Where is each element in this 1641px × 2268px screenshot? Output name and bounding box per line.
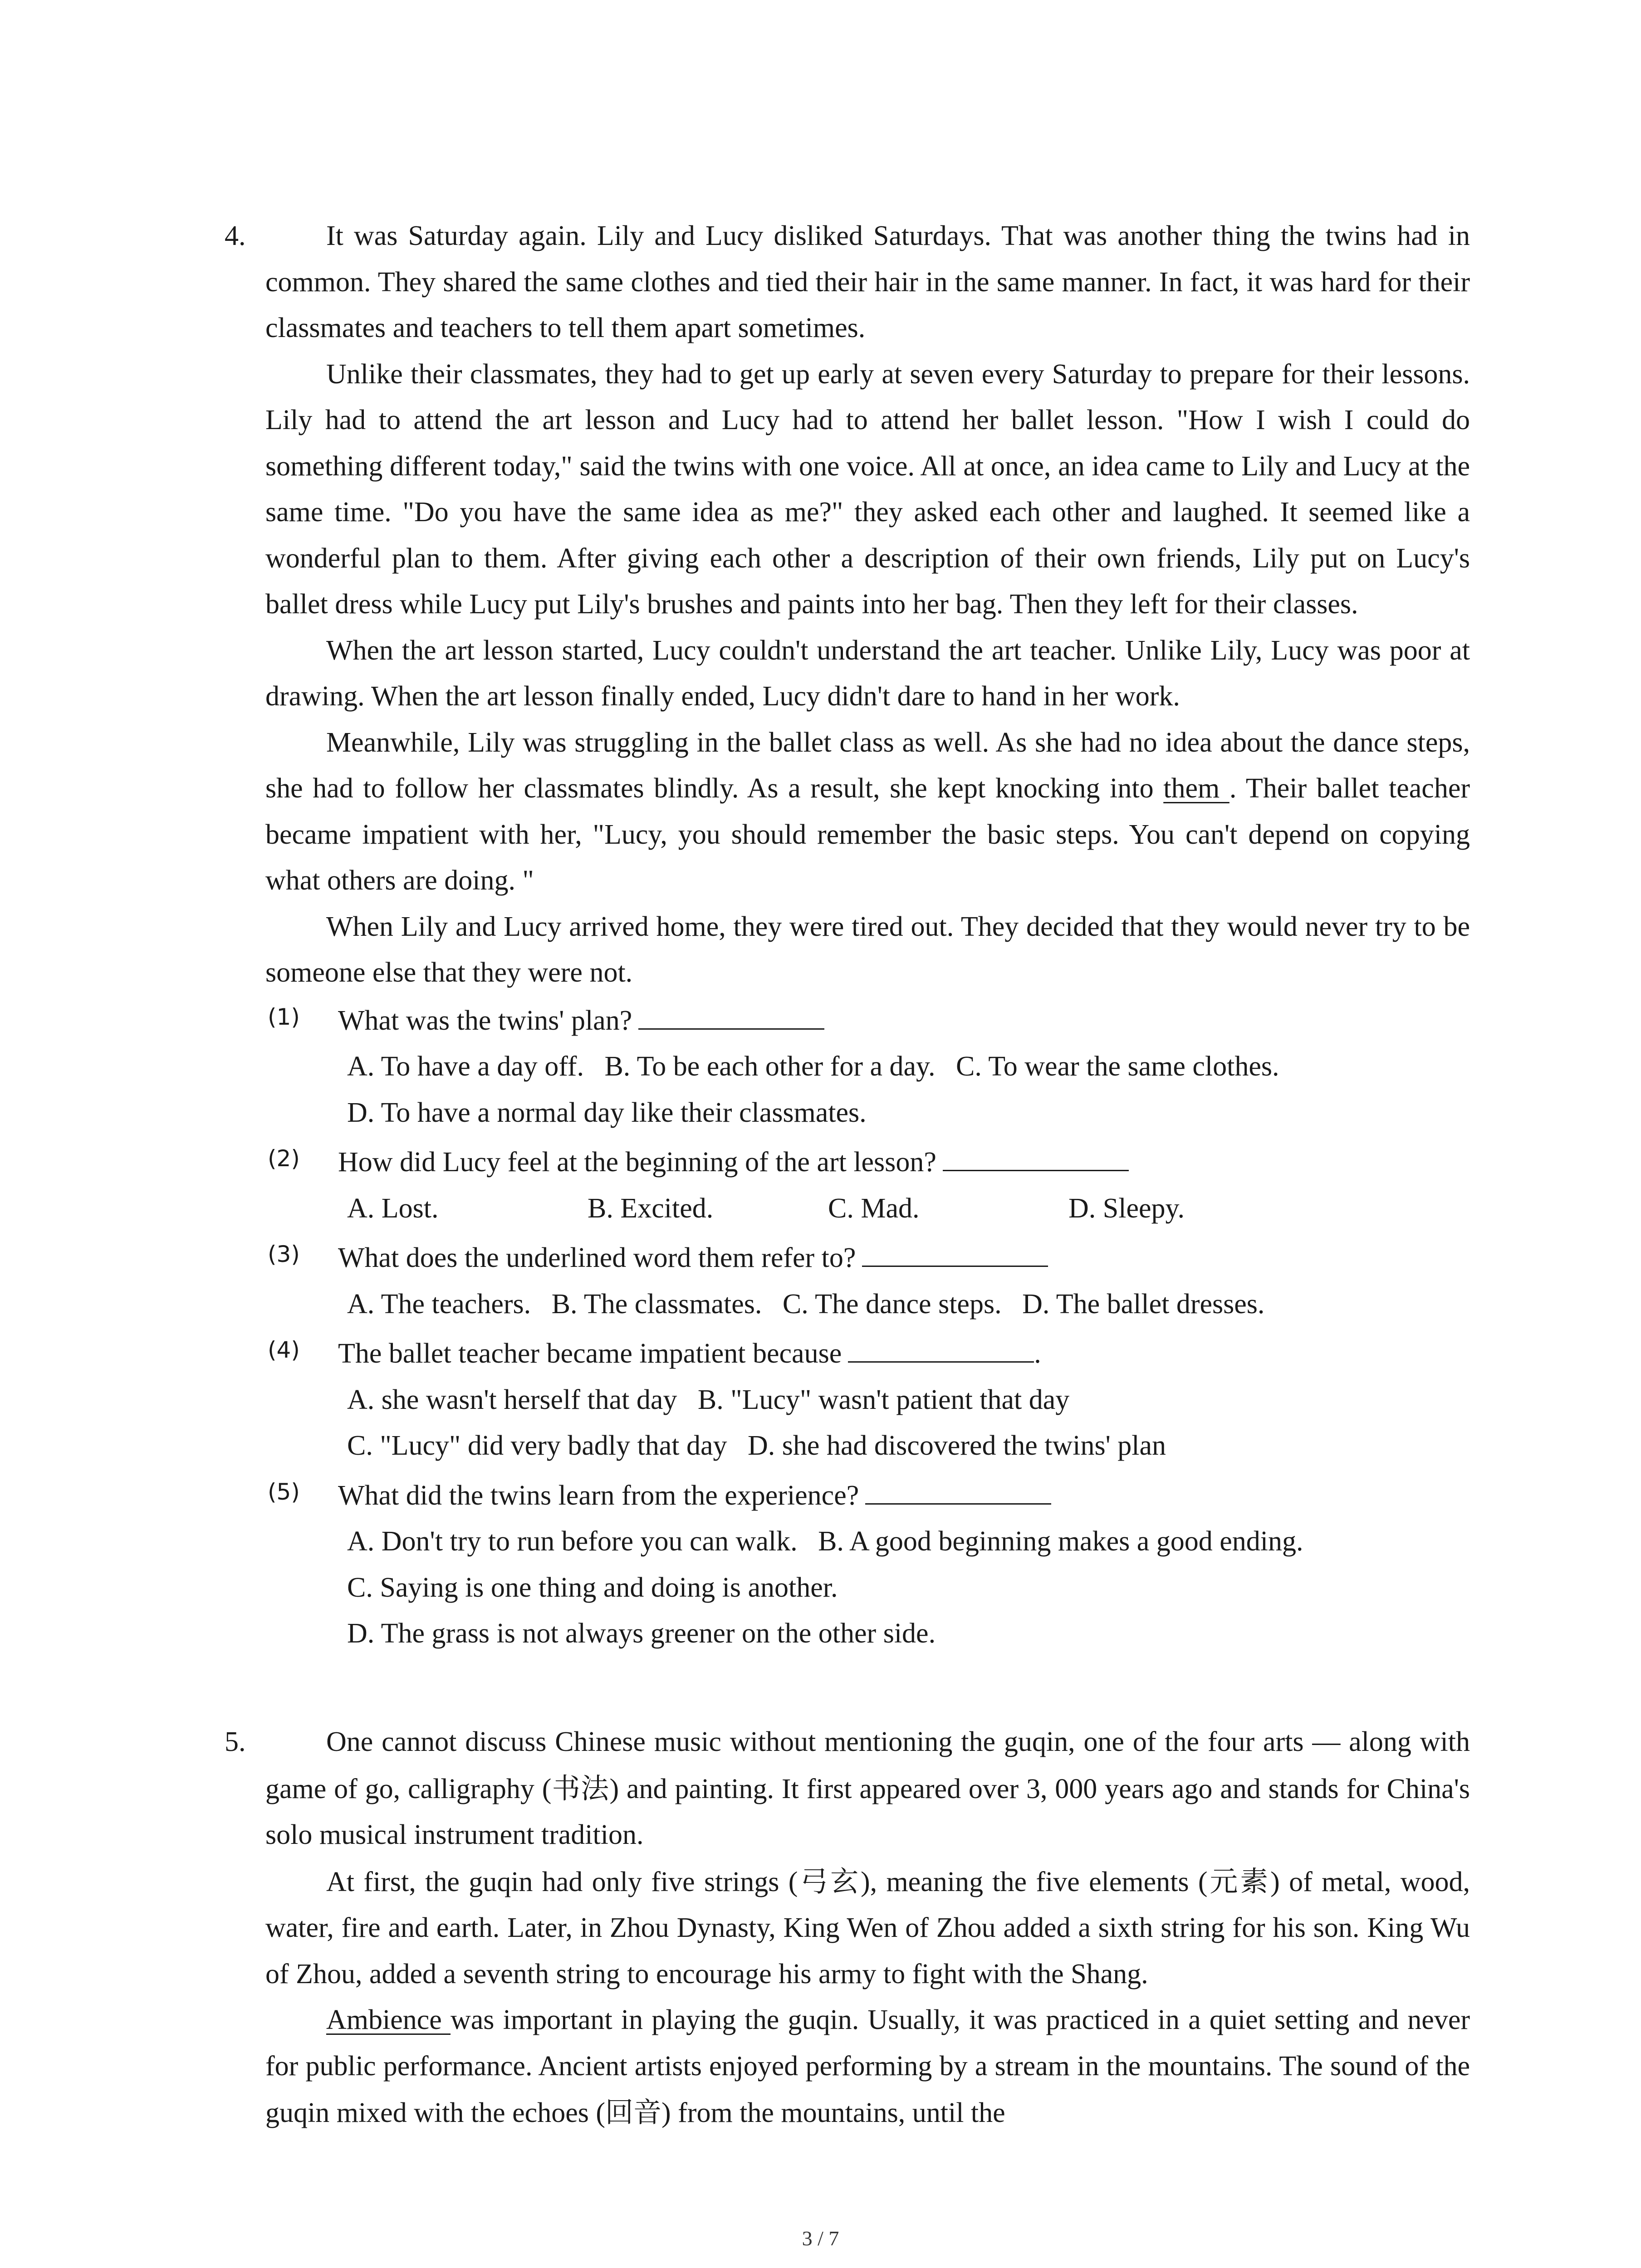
subquestion-2 (265, 1139, 1470, 1186)
passage-paragraph-2: Unlike their classmates, they had to get up early at seven every Saturday to prepare for their lessons. Lily had to attend the art lesson and Lucy had to attend her ballet lesson. "How I wish I could do something different today," said the twins with one voice. All at once, an idea came to Lily and Lucy at the same time. "Do you have the same idea as me?" they asked each other and laughed. It seemed like a wonderful plan to them. After giving each other a description of their own friends, Lily put on Lucy's ballet dress while Lucy put Lily's brushes and paints into her bag. Then they left for their classes. (265, 358, 1470, 620)
subquestion-3 (265, 1235, 1470, 1281)
options-line (265, 1423, 1470, 1469)
option-c[interactable]: C. The dance steps. (782, 1288, 1002, 1320)
subquestion-number: (3) (268, 1241, 300, 1267)
subquestion-period: . (1034, 1338, 1041, 1369)
option-c[interactable]: C. Saying is one thing and doing is another. (347, 1572, 838, 1603)
subquestion-5 (265, 1473, 1470, 1519)
passage-paragraph-1: It was Saturday again. Lily and Lucy disliked Saturdays. That was another thing the twins had in common. They shared the same clothes and tied their hair in the same manner. In fact, it was hard for their classmates and teachers to tell them apart sometimes. (265, 220, 1470, 343)
answer-blank[interactable] (638, 1000, 824, 1030)
option-d[interactable]: D. she had discovered the twins' plan (747, 1430, 1166, 1461)
option-d[interactable]: D. To have a normal day like their classmates. (347, 1097, 867, 1128)
subquestion-text: What did the twins learn from the experience? (338, 1480, 859, 1511)
chinese-gloss: 弓玄 (798, 1864, 861, 1898)
subquestion-4 (265, 1331, 1470, 1377)
answer-blank[interactable] (848, 1333, 1034, 1363)
subquestion-1 (265, 998, 1470, 1044)
option-a[interactable]: A. To have a day off. (347, 1051, 584, 1082)
answer-blank[interactable] (862, 1237, 1048, 1267)
option-b[interactable]: B. Excited. (588, 1193, 714, 1224)
paragraph-text: was important in playing the guqin. Usually, it was practiced in a quiet setting and never for public performance. Ancient artists enjoyed performing by a stream in the mountains. The sound of the guqin mixed with the echoes ( (265, 2004, 1470, 2128)
passage-paragraph-2 (227, 1858, 1470, 1998)
option-d[interactable]: D. Sleepy. (1068, 1193, 1185, 1224)
subquestion-number: (5) (268, 1478, 300, 1505)
underlined-word-them: them (1163, 773, 1230, 804)
option-d[interactable]: D. The grass is not always greener on the other side. (347, 1618, 936, 1649)
chinese-gloss: 书法 (551, 1771, 610, 1805)
passage-paragraph-3: When the art lesson started, Lucy couldn't understand the art teacher. Unlike Lily, Lucy was poor at drawing. When the art lesson finally ended, Lucy didn't dare to hand in her work. (265, 635, 1470, 712)
page-number: 3 / 7 (802, 2227, 839, 2250)
chinese-gloss: 回音 (605, 2096, 662, 2129)
paragraph-text: ), meaning the five elements ( (860, 1866, 1208, 1897)
answer-blank[interactable] (865, 1475, 1051, 1505)
passage-paragraph-4 (227, 720, 1470, 904)
option-d[interactable]: D. The ballet dresses. (1022, 1288, 1265, 1320)
passage-paragraph-1 (227, 1719, 1470, 1858)
option-b[interactable]: B. The classmates. (551, 1288, 762, 1320)
option-c[interactable]: C. Mad. (828, 1193, 920, 1224)
paragraph-text: One cannot discuss Chinese music without mentioning the guqin, one of the four arts — along with game of go, calligraphy ( (265, 1726, 1470, 1804)
paragraph-text: . Their ballet teacher became impatient with her, "Lucy, you should remember the basic steps. You can't depend on copying what others are doing. " (265, 773, 1470, 896)
passage-paragraph-5: When Lily and Lucy arrived home, they were tired out. They decided that they would never try to be someone else that they were not. (265, 911, 1470, 988)
options-line (265, 1281, 1470, 1328)
subquestion-number: (1) (268, 1003, 300, 1030)
passage-paragraph-3 (227, 1997, 1470, 2136)
answer-blank[interactable] (943, 1142, 1129, 1171)
option-b[interactable]: B. "Lucy" wasn't patient that day (697, 1384, 1070, 1415)
subquestion-number: (2) (268, 1145, 300, 1172)
option-a[interactable]: A. Lost. (347, 1193, 439, 1224)
options-line (265, 1186, 1470, 1232)
question-number: 5. (225, 1726, 246, 1757)
subquestion-text: How did Lucy feel at the beginning of the art lesson? (338, 1147, 936, 1178)
subquestion-text: The ballet teacher became impatient because (338, 1338, 842, 1369)
underlined-word-ambience: Ambience (326, 2004, 451, 2035)
option-c[interactable]: C. To wear the same clothes. (956, 1051, 1279, 1082)
subquestion-number: (4) (268, 1337, 300, 1363)
paragraph-text: ) from the mountains, until the (661, 2097, 1005, 2128)
options-line (265, 1611, 1470, 1657)
subquestion-text: What does the underlined word them refer to? (338, 1242, 856, 1273)
paragraph-text: Meanwhile, Lily was struggling in the ballet class as well. As she had no idea about the dance steps, she had to follow her classmates blindly. As a result, she kept knocking into (265, 727, 1470, 804)
option-a[interactable]: A. Don't try to run before you can walk. (347, 1526, 798, 1557)
chinese-gloss: 元素 (1207, 1864, 1271, 1898)
paragraph-text: ) of metal, wood, water, fire and earth. Later, in Zhou Dynasty, King Wen of Zhou added a sixth string for his son. King Wu of Zhou, added a seventh string to encourage his army to fight with the Shang. (265, 1866, 1470, 1989)
question-4 (227, 213, 1470, 1657)
subquestion-text: What was the twins' plan? (338, 1005, 632, 1036)
options-line (265, 1377, 1470, 1423)
question-number: 4. (225, 220, 246, 251)
options-line (265, 1519, 1470, 1565)
paragraph-text: At first, the guqin had only five strings ( (326, 1866, 798, 1897)
option-b[interactable]: B. To be each other for a day. (604, 1051, 936, 1082)
options-line (265, 1044, 1470, 1090)
options-line (265, 1565, 1470, 1611)
question-5 (227, 1719, 1470, 2136)
options-line (265, 1090, 1470, 1136)
option-a[interactable]: A. The teachers. (347, 1288, 531, 1320)
paragraph-text: ) and painting. It first appeared over 3, 000 years ago and stands for China's solo musical instrument tradition. (265, 1773, 1470, 1850)
option-c[interactable]: C. "Lucy" did very badly that day (347, 1430, 727, 1461)
option-a[interactable]: A. she wasn't herself that day (347, 1384, 677, 1415)
option-b[interactable]: B. A good beginning makes a good ending. (818, 1526, 1303, 1557)
